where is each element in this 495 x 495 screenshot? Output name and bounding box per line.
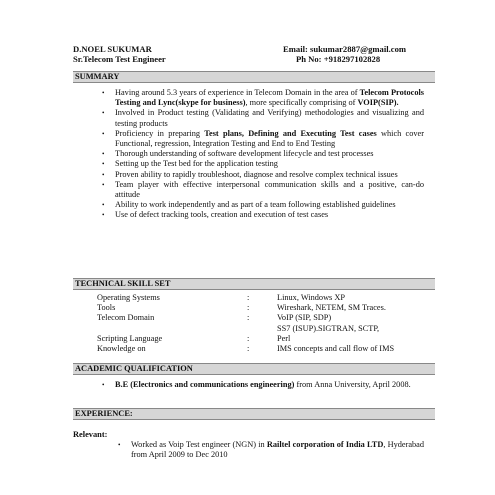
bullet-icon: • [102, 160, 105, 169]
academic-list [102, 380, 424, 390]
skill-value: IMS concepts and call flow of IMS [277, 344, 395, 354]
summary-list [102, 88, 424, 221]
list-item [102, 170, 424, 180]
skill-value: Perl [277, 333, 291, 343]
list-item [118, 440, 424, 460]
summary-bold-text: Test plans, Defining and Executing Test cases [204, 128, 377, 138]
bullet-icon: • [102, 180, 105, 189]
summary-text: which cover Functional, regression, Integration Testing and End to End Testing [115, 128, 424, 149]
list-item [102, 108, 424, 128]
bullet-icon: • [102, 201, 105, 210]
degree-detail: from Anna University, April 2008. [294, 380, 411, 389]
list-item [102, 149, 424, 159]
summary-text: Ability to work independently and as part of a team following established guidelines [115, 200, 396, 210]
skill-row [97, 324, 427, 334]
summary-heading: SUMMARY [73, 71, 435, 83]
candidate-title: Sr.Telecom Test Engineer [73, 54, 166, 64]
email-text: Email: sukumar2887@gmail.com [283, 44, 407, 54]
list-item [102, 210, 424, 220]
skill-separator: : [247, 303, 250, 313]
summary-text: Proven ability to rapidly troubleshoot, diagnose and resolve complex technical issues [115, 169, 398, 179]
skill-separator: : [247, 344, 250, 354]
skill-value: Wireshark, NETEM, SM Traces. [277, 303, 386, 313]
skill-label: Knowledge on [97, 344, 146, 354]
bullet-icon: • [102, 381, 105, 389]
skill-label: Scripting Language [97, 333, 163, 343]
employer-name: Railtel corporation of India LTD [266, 440, 384, 449]
skills-table [97, 293, 427, 354]
skill-separator: : [247, 293, 250, 302]
skill-separator [247, 324, 277, 334]
skill-separator: : [247, 313, 250, 323]
skill-value: SS7 (ISUP).SIGTRAN, SCTP, [277, 323, 380, 333]
academic-heading: ACADEMIC QUALIFICATION [73, 363, 435, 375]
list-item [102, 129, 424, 149]
degree-text: B.E (Electronics and communications engineering) [115, 380, 295, 389]
skill-separator: : [247, 333, 250, 343]
experience-heading: EXPERIENCE: [73, 408, 435, 420]
list-item [102, 88, 424, 108]
skill-label [97, 324, 247, 334]
skill-row [97, 293, 427, 303]
skill-label: Operating Systems [97, 293, 160, 302]
summary-text: Involved in Product testing (Validating and Verifying) methodologies and visualizing and testing products [115, 108, 424, 128]
relevant-label: Relevant: [73, 430, 108, 439]
candidate-name: D.NOEL SUKUMAR [73, 44, 152, 54]
list-item [102, 380, 424, 390]
summary-text: Having around 5.3 years of experience in Telecom Domain in the area of [115, 88, 360, 97]
skill-row [97, 313, 427, 323]
bullet-icon: • [102, 170, 105, 179]
skill-row [97, 334, 427, 344]
skill-row [97, 344, 427, 354]
list-item [102, 180, 424, 200]
summary-bold-text: VOIP(SIP). [357, 98, 399, 108]
list-item [102, 159, 424, 169]
resume-header [73, 44, 433, 64]
skill-label: Tools [97, 303, 116, 313]
skill-value: Linux, Windows XP [277, 293, 345, 302]
skill-value: VoIP (SIP, SDP) [277, 313, 332, 323]
summary-text: Team player with effective interpersonal communication skills and a positive, can-do attitude [115, 179, 424, 200]
bullet-icon: • [102, 89, 105, 97]
skill-label: Telecom Domain [97, 313, 155, 323]
bullet-icon: • [102, 109, 105, 118]
summary-text: Setting up the Test bed for the application testing [115, 159, 278, 169]
summary-text: Proficiency in preparing [115, 128, 205, 138]
phone-text: Ph No: +918297102828 [296, 54, 381, 64]
bullet-icon: • [118, 441, 121, 449]
list-item [102, 200, 424, 210]
summary-bold-text: Telecom Protocols Testing and Lync(skype for business) [115, 88, 424, 108]
summary-text: Use of defect tracking tools, creation and execution of test cases [115, 210, 329, 220]
skills-heading: TECHNICAL SKILL SET [73, 278, 435, 290]
experience-list [118, 440, 424, 460]
bullet-icon: • [102, 129, 105, 138]
bullet-icon: • [102, 150, 105, 159]
experience-pre: Worked as Voip Test engineer (NGN) in [131, 440, 267, 449]
summary-text: , more specifically comprising of [245, 98, 358, 108]
skill-row [97, 303, 427, 313]
bullet-icon: • [102, 211, 105, 220]
summary-text: Thorough understanding of software development lifecycle and test processes [115, 149, 374, 159]
experience-post: , Hyderabad from April 2009 to Dec 2010 [131, 440, 425, 460]
